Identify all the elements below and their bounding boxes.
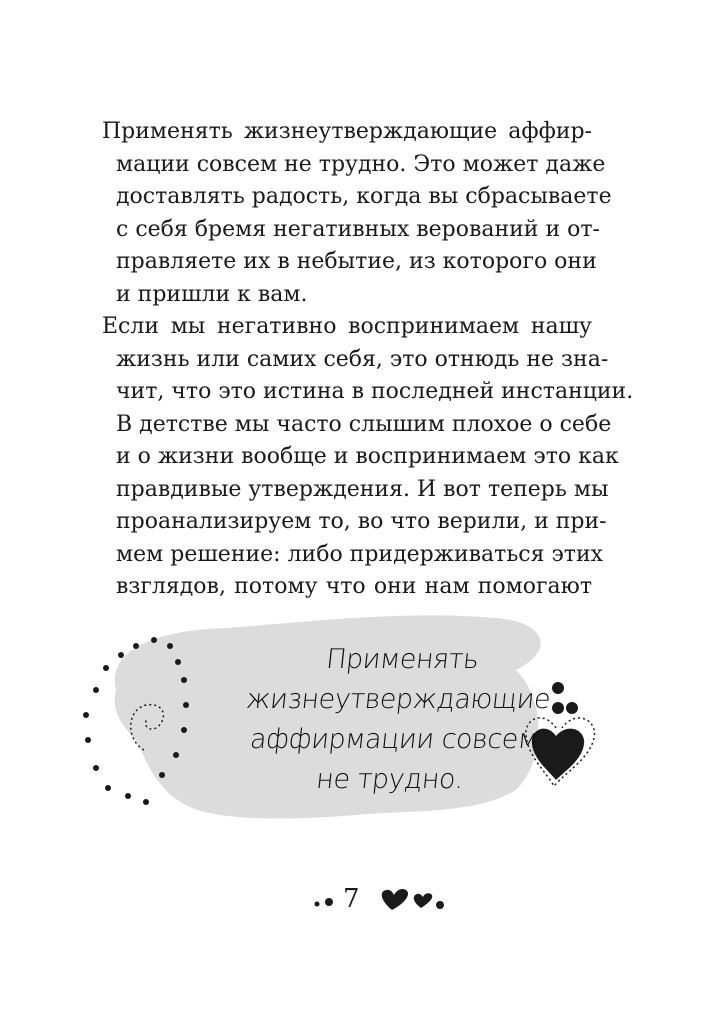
page-footer [0,878,709,928]
quote-line: не трудно. [314,764,465,795]
text-line: правдивые утверждения. И вот теперь мы [116,476,609,502]
text-line: и о жизни вообще и воспринимаем это как [116,444,619,469]
paragraph-1 [102,116,612,311]
text-line: чит, что это истина в последней инстанции. [116,379,634,404]
heart-icon [382,889,408,910]
quote-line: аффирмации совсем [248,724,540,755]
heart-small-icon [414,893,432,908]
text-line: Если мы негативно воспринимаем нашу [102,314,592,339]
text-line: и пришли к вам. [116,281,308,307]
page-number: 7 [343,884,360,914]
text-line: взглядов, потому что они нам помогают [116,574,592,599]
text-line: проанализируем то, во что верили, и при- [116,509,607,534]
affirmation-callout [76,610,636,830]
text-line: мем решение: либо придерживаться этих [116,541,604,567]
quote-line: жизнеутверждающие [244,684,552,715]
text-line: с себя бремя негативных верований и от- [116,216,600,242]
text-line: мации совсем не трудно. Это может даже [116,151,606,177]
quote-line: Применять [324,644,481,675]
paragraph-2 [102,311,634,604]
text-line: доставлять радость, когда вы сбрасываете [116,184,612,209]
body-text [102,116,634,604]
affirmation-quote [218,640,575,800]
text-line: В детстве мы часто слышим плохое о себе [116,411,612,437]
text-line: правляете их в небытие, из которого они [116,249,597,274]
text-line: жизнь или самих себя, это отнюдь не зна- [116,346,609,372]
text-line: Применять жизнеутверждающие аффир- [102,119,592,144]
